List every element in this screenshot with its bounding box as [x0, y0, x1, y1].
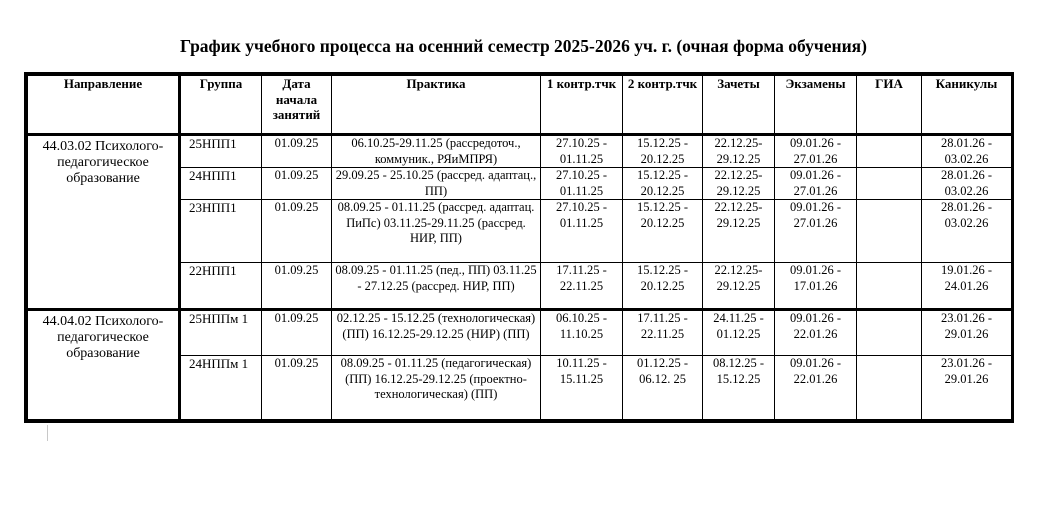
exams-cell: 09.01.26 - 22.01.26 [775, 356, 857, 420]
header-group: Группа [180, 76, 262, 135]
page-title: График учебного процесса на осенний семестр 2025-2026 уч. г. (очная форма обучения) [180, 36, 867, 56]
credits-cell: 22.12.25- 29.12.25 [703, 200, 775, 263]
control-1-cell: 06.10.25 - 11.10.25 [541, 310, 623, 356]
header-control-1: 1 контр.тчк [541, 76, 623, 135]
text-cursor [47, 425, 48, 441]
group-cell: 24НППм 1 [180, 356, 262, 420]
control-1-cell: 27.10.25 - 01.11.25 [541, 168, 623, 200]
control-2-cell: 17.11.25 - 22.11.25 [623, 310, 703, 356]
direction-cell: 44.03.02 Психолого-педагогическое образование [28, 135, 180, 310]
group-cell: 25НППм 1 [180, 310, 262, 356]
start-date-cell: 01.09.25 [262, 263, 332, 310]
start-date-cell: 01.09.25 [262, 135, 332, 168]
control-1-cell: 10.11.25 - 15.11.25 [541, 356, 623, 420]
header-exams: Экзамены [775, 76, 857, 135]
exams-cell: 09.01.26 - 17.01.26 [775, 263, 857, 310]
credits-cell: 24.11.25 - 01.12.25 [703, 310, 775, 356]
start-date-cell: 01.09.25 [262, 356, 332, 420]
table-row [28, 135, 1012, 168]
credits-cell: 22.12.25- 29.12.25 [703, 263, 775, 310]
control-2-cell: 01.12.25 - 06.12. 25 [623, 356, 703, 420]
gia-cell [857, 310, 922, 356]
gia-cell [857, 263, 922, 310]
header-practice: Практика [332, 76, 541, 135]
control-1-cell: 27.10.25 - 01.11.25 [541, 135, 623, 168]
control-2-cell: 15.12.25 - 20.12.25 [623, 200, 703, 263]
gia-cell [857, 135, 922, 168]
header-credits: Зачеты [703, 76, 775, 135]
exams-cell: 09.01.26 - 27.01.26 [775, 135, 857, 168]
schedule-table-frame [24, 72, 1014, 423]
exams-cell: 09.01.26 - 27.01.26 [775, 200, 857, 263]
holidays-cell: 28.01.26 - 03.02.26 [922, 168, 1012, 200]
header-direction: Направление [28, 76, 180, 135]
header-gia: ГИА [857, 76, 922, 135]
practice-cell: 08.09.25 - 01.11.25 (рассред. адаптац. ПиПс) 03.11.25-29.11.25 (рассред. НИР, ПП) [332, 200, 541, 263]
header-start-date: Дата начала занятий [262, 76, 332, 135]
credits-cell: 22.12.25- 29.12.25 [703, 135, 775, 168]
header-control-2: 2 контр.тчк [623, 76, 703, 135]
group-cell: 22НПП1 [180, 263, 262, 310]
practice-cell: 08.09.25 - 01.11.25 (пед., ПП) 03.11.25 - 27.12.25 (рассред. НИР, ПП) [332, 263, 541, 310]
credits-cell: 22.12.25- 29.12.25 [703, 168, 775, 200]
control-1-cell: 17.11.25 - 22.11.25 [541, 263, 623, 310]
gia-cell [857, 200, 922, 263]
control-2-cell: 15.12.25 - 20.12.25 [623, 263, 703, 310]
holidays-cell: 23.01.26 - 29.01.26 [922, 310, 1012, 356]
control-1-cell: 27.10.25 - 01.11.25 [541, 200, 623, 263]
holidays-cell: 23.01.26 - 29.01.26 [922, 356, 1012, 420]
holidays-cell: 28.01.26 - 03.02.26 [922, 135, 1012, 168]
exams-cell: 09.01.26 - 27.01.26 [775, 168, 857, 200]
start-date-cell: 01.09.25 [262, 200, 332, 263]
table-row [28, 310, 1012, 356]
practice-cell: 06.10.25-29.11.25 (рассредоточ., коммуник., РЯиМПРЯ) [332, 135, 541, 168]
gia-cell [857, 168, 922, 200]
start-date-cell: 01.09.25 [262, 168, 332, 200]
practice-cell: 02.12.25 - 15.12.25 (технологическая) (ПП) 16.12.25-29.12.25 (НИР) (ПП) [332, 310, 541, 356]
practice-cell: 29.09.25 - 25.10.25 (рассред. адаптац., ПП) [332, 168, 541, 200]
holidays-cell: 19.01.26 - 24.01.26 [922, 263, 1012, 310]
exams-cell: 09.01.26 - 22.01.26 [775, 310, 857, 356]
header-row [28, 76, 1012, 135]
schedule-table [27, 75, 1012, 420]
group-cell: 23НПП1 [180, 200, 262, 263]
start-date-cell: 01.09.25 [262, 310, 332, 356]
direction-cell: 44.04.02 Психолого-педагогическое образование [28, 310, 180, 420]
group-cell: 25НПП1 [180, 135, 262, 168]
gia-cell [857, 356, 922, 420]
control-2-cell: 15.12.25 - 20.12.25 [623, 135, 703, 168]
credits-cell: 08.12.25 - 15.12.25 [703, 356, 775, 420]
holidays-cell: 28.01.26 - 03.02.26 [922, 200, 1012, 263]
practice-cell: 08.09.25 - 01.11.25 (педагогическая) (ПП) 16.12.25-29.12.25 (проектно-технологическая) (ПП) [332, 356, 541, 420]
group-cell: 24НПП1 [180, 168, 262, 200]
control-2-cell: 15.12.25 - 20.12.25 [623, 168, 703, 200]
header-holidays: Каникулы [922, 76, 1012, 135]
